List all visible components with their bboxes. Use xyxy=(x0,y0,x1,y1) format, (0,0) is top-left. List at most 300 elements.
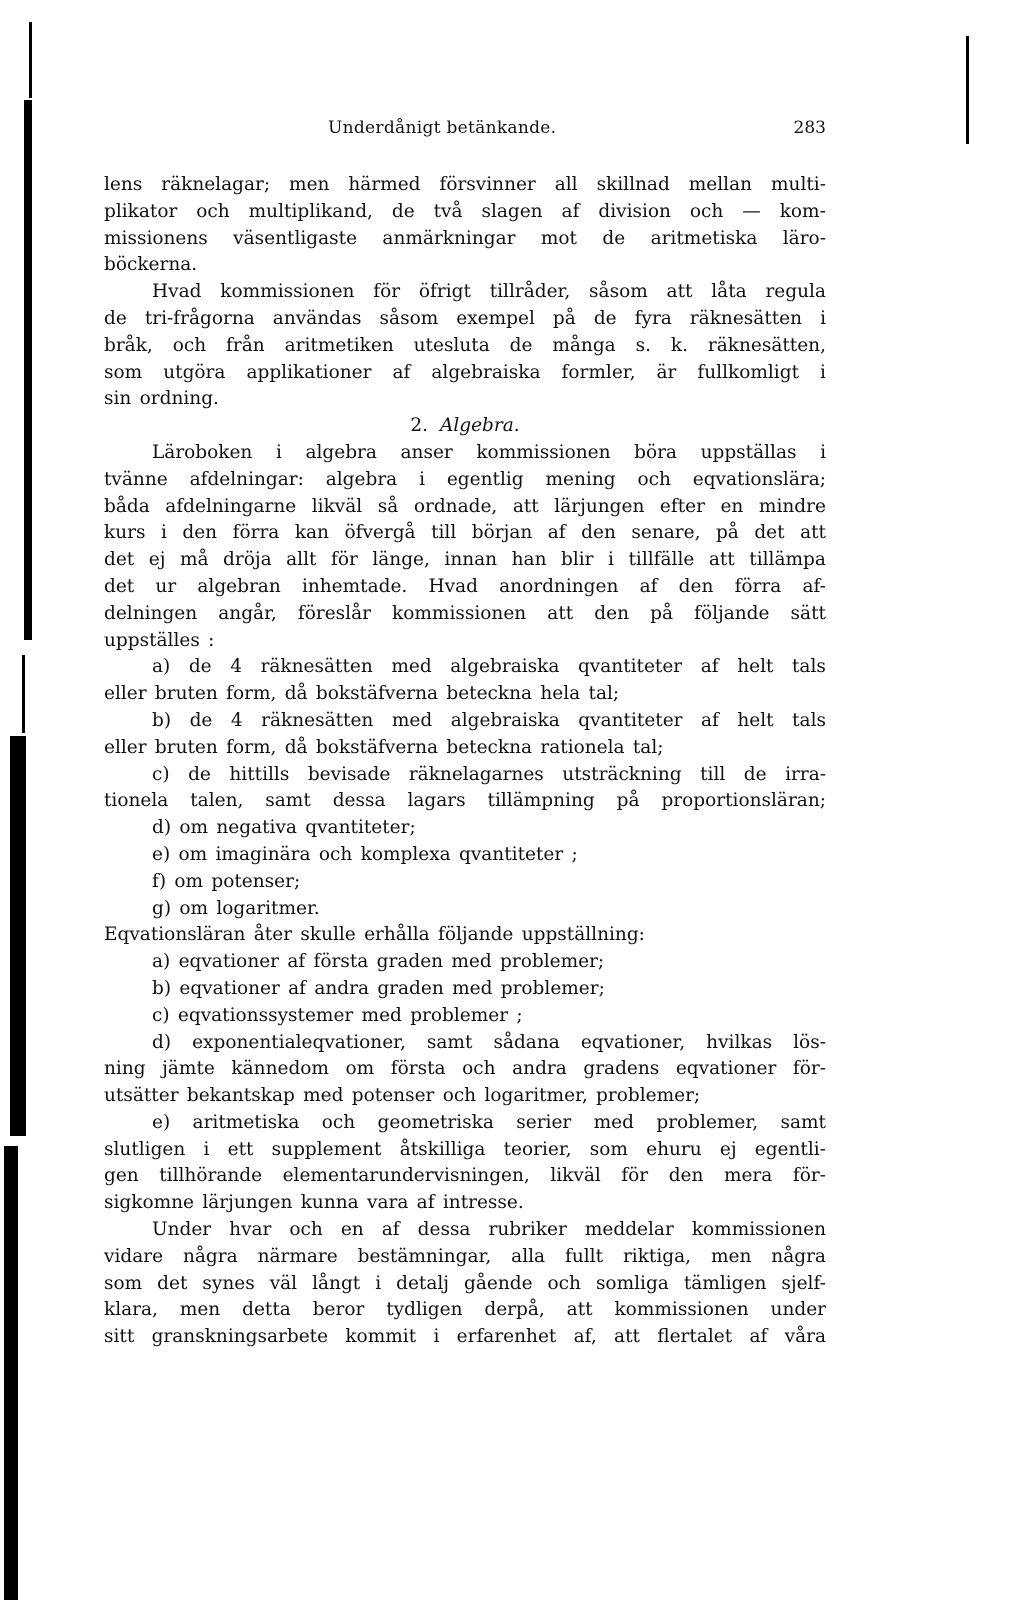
word: kommissionen xyxy=(220,281,355,303)
word: bestämningar, xyxy=(357,1245,492,1267)
left-edge-bar-middle xyxy=(22,655,25,733)
word: andra xyxy=(512,1058,567,1080)
word: talen, xyxy=(190,790,244,812)
word: samt xyxy=(265,790,311,812)
word: af xyxy=(700,656,719,678)
word: tal; xyxy=(588,683,620,705)
word: proportionsläran; xyxy=(661,790,826,812)
word: i xyxy=(433,1326,440,1348)
word: : xyxy=(208,629,215,651)
word: Under xyxy=(152,1219,212,1241)
word: a) xyxy=(152,656,171,678)
text-line xyxy=(104,1056,826,1083)
word: tillhörande xyxy=(159,1165,263,1187)
word: utgöra xyxy=(163,361,226,383)
word: bokstäfverna xyxy=(315,683,439,705)
word: alla xyxy=(511,1245,546,1267)
word: tillråder, xyxy=(489,281,571,303)
text-line xyxy=(104,842,826,869)
word: den xyxy=(581,522,616,544)
word: i xyxy=(203,1138,210,1160)
word: hvar xyxy=(229,1219,272,1241)
section-number: 2. xyxy=(410,415,428,437)
word: den xyxy=(182,522,218,544)
word: i xyxy=(275,441,282,463)
word: så xyxy=(377,495,399,517)
word: den xyxy=(678,575,714,597)
word: inhemtade. xyxy=(301,575,408,597)
word: följande xyxy=(438,924,514,946)
text-line xyxy=(104,762,826,789)
word: af xyxy=(749,1326,768,1348)
word: eqvationssystemer xyxy=(177,1004,354,1026)
left-edge-bar-upper xyxy=(24,100,32,640)
word: af xyxy=(416,1192,435,1214)
text-line xyxy=(104,1324,826,1351)
word: och xyxy=(172,334,207,356)
word: exponentialeqvationer, xyxy=(192,1031,406,1053)
word: under xyxy=(770,1299,826,1321)
word: graden xyxy=(376,951,444,973)
word: med xyxy=(452,977,493,999)
word: d) xyxy=(152,1031,172,1053)
word: multi- xyxy=(771,174,826,195)
word: till xyxy=(431,522,457,544)
word: låta xyxy=(711,281,747,303)
word: och xyxy=(547,1272,581,1294)
word: om xyxy=(345,1058,375,1080)
word: geometriska xyxy=(377,1111,494,1133)
word: qvantiteter xyxy=(458,843,564,865)
word: tvänne xyxy=(104,468,168,490)
word: följande xyxy=(694,602,770,624)
word: för xyxy=(330,549,358,571)
text-line xyxy=(104,1271,826,1298)
word: tri-frågorna xyxy=(144,307,255,329)
word: kom- xyxy=(779,200,826,222)
word: och xyxy=(321,1111,356,1133)
word: en xyxy=(340,1219,364,1241)
word: de xyxy=(104,307,127,329)
word: härmed xyxy=(348,174,421,195)
word: räknesätten xyxy=(689,307,803,329)
word: och xyxy=(318,843,353,865)
word: Hvad xyxy=(152,281,202,303)
word: gående xyxy=(464,1272,533,1294)
word: räknesätten xyxy=(261,709,374,731)
word: samt xyxy=(780,1111,826,1133)
word: regula xyxy=(765,281,826,303)
word: teorier, xyxy=(503,1138,572,1160)
word: applikationer xyxy=(246,361,372,383)
word: kommit xyxy=(345,1326,417,1348)
word: synes xyxy=(202,1272,255,1294)
word: mot xyxy=(540,227,577,249)
word: anordningen xyxy=(499,575,619,597)
text-line xyxy=(104,1297,826,1324)
word: eqvationslära; xyxy=(692,468,826,490)
word: detalj xyxy=(396,1272,450,1294)
word: 4 xyxy=(230,656,242,678)
word: meddelar xyxy=(584,1219,674,1241)
word: problemer, xyxy=(656,1111,759,1133)
word: de xyxy=(189,709,213,731)
word: ordning. xyxy=(139,388,219,410)
word: algebran xyxy=(197,575,281,597)
word: af xyxy=(288,977,307,999)
word: — xyxy=(742,200,761,222)
word: andra xyxy=(314,977,370,999)
word: att xyxy=(614,1326,640,1348)
word: gen xyxy=(104,1165,139,1187)
word: tillämpa xyxy=(749,549,826,571)
word: om xyxy=(178,843,208,865)
word: båda xyxy=(104,495,150,517)
word: e) xyxy=(152,843,171,865)
text-line xyxy=(104,708,826,735)
word: förra xyxy=(232,522,280,544)
word: några xyxy=(182,1245,238,1267)
word: innan xyxy=(444,549,498,571)
word: men xyxy=(179,1299,221,1321)
word: erhålla xyxy=(364,924,430,946)
word: eqvationer xyxy=(675,1058,777,1080)
word: algebraiska xyxy=(450,656,560,678)
word: ej xyxy=(719,1138,737,1160)
page-number: 283 xyxy=(793,118,826,138)
word: bråk, xyxy=(104,334,153,356)
word: eller xyxy=(104,736,147,758)
text-line xyxy=(104,547,826,574)
word: fullt xyxy=(565,1245,604,1267)
word: slutligen xyxy=(104,1138,186,1160)
word: mindre xyxy=(758,495,826,517)
word: irra- xyxy=(785,763,826,785)
word: af- xyxy=(802,575,826,597)
word: graden xyxy=(377,977,444,999)
word: bevisade xyxy=(307,763,391,785)
word: eller xyxy=(104,683,147,705)
word: ; xyxy=(571,843,578,865)
text-line xyxy=(104,735,826,762)
text-line xyxy=(104,440,826,467)
word: lens xyxy=(104,174,143,195)
word: d) xyxy=(152,817,172,839)
word: sätt xyxy=(790,602,826,624)
word: för xyxy=(373,281,401,303)
word: väl xyxy=(269,1272,298,1294)
text-line xyxy=(104,922,826,949)
word: division xyxy=(598,200,671,222)
word: sigkomne xyxy=(104,1192,195,1214)
word: utsätter xyxy=(104,1085,179,1107)
text-line xyxy=(104,628,826,655)
word: skillnad xyxy=(596,174,670,195)
word: våra xyxy=(784,1326,826,1348)
word: granskningsarbete xyxy=(151,1326,329,1348)
text-line xyxy=(104,949,826,976)
word: det xyxy=(754,522,785,544)
word: afdelningar: xyxy=(189,468,304,490)
word: uppställning: xyxy=(521,924,645,946)
word: som xyxy=(104,1272,143,1294)
text-line xyxy=(104,681,826,708)
word: logaritmer. xyxy=(216,897,320,919)
word: kommissionen xyxy=(392,602,527,624)
word: kännedom xyxy=(231,1058,329,1080)
word: algebra xyxy=(305,441,377,463)
word: böckerna. xyxy=(104,254,198,276)
word: ej xyxy=(148,549,166,571)
word: 4 xyxy=(230,709,243,731)
word: elementarundervisningen, xyxy=(282,1165,530,1187)
word: s. xyxy=(635,334,651,356)
section-title: Algebra. xyxy=(439,415,520,437)
word: fyra xyxy=(634,307,672,329)
word: tämligen xyxy=(683,1272,767,1294)
text-line xyxy=(104,226,826,253)
word: mening xyxy=(545,468,616,490)
word: slagen xyxy=(481,200,543,222)
word: kommissionen xyxy=(691,1219,826,1241)
text-line xyxy=(104,520,826,547)
word: med xyxy=(303,1085,344,1107)
word: afdelningarne xyxy=(165,495,297,517)
word: egentlig xyxy=(446,468,524,490)
word: början xyxy=(471,522,533,544)
word: Eqvationsläran xyxy=(104,924,246,946)
word: flertalet xyxy=(657,1326,733,1348)
word: de xyxy=(743,763,767,785)
word: lagars xyxy=(407,790,466,812)
word: somliga xyxy=(595,1272,669,1294)
word: ett xyxy=(227,1138,254,1160)
word: om xyxy=(174,870,204,892)
word: som xyxy=(104,361,143,383)
text-line xyxy=(104,1190,826,1217)
word: angår, xyxy=(218,602,277,624)
word: problemer; xyxy=(500,977,605,999)
word: bokstäfverna xyxy=(315,736,439,758)
word: till xyxy=(700,763,726,785)
word: som xyxy=(589,1138,628,1160)
word: likväl xyxy=(311,495,363,517)
word: missionens xyxy=(104,227,208,249)
word: det xyxy=(104,575,135,597)
text-line xyxy=(104,1137,826,1164)
word: komplexa xyxy=(360,843,451,865)
word: egentli- xyxy=(754,1138,826,1160)
word: c) xyxy=(152,763,170,785)
text-line xyxy=(104,386,826,413)
word: aritmetiken xyxy=(284,334,394,356)
word: en xyxy=(720,495,744,517)
text-line xyxy=(104,1244,826,1271)
word: föreslår xyxy=(297,602,371,624)
body-text xyxy=(104,172,826,1351)
word: ; xyxy=(516,1004,523,1026)
word: af xyxy=(547,522,566,544)
word: sitt xyxy=(104,1326,135,1348)
word: lös- xyxy=(793,1031,826,1053)
word: aritmetiska xyxy=(650,227,758,249)
word: tillfälle xyxy=(628,549,695,571)
word: på xyxy=(715,522,739,544)
word: länge, xyxy=(372,549,430,571)
word: plikator xyxy=(104,200,178,222)
word: Läroboken xyxy=(152,441,253,463)
word: tal; xyxy=(632,736,664,758)
word: tionela xyxy=(104,790,169,812)
word: qvantiteter xyxy=(577,656,683,678)
word: såsom xyxy=(589,281,648,303)
word: logaritmer, xyxy=(484,1085,588,1107)
word: senare, xyxy=(631,522,701,544)
word: eqvationer xyxy=(179,977,280,999)
text-line xyxy=(104,1030,826,1057)
word: att xyxy=(547,602,574,624)
word: helt xyxy=(737,709,774,731)
word: från xyxy=(226,334,265,356)
word: dessa xyxy=(417,1219,471,1241)
word: det xyxy=(104,549,135,571)
word: algebra xyxy=(325,468,398,490)
word: läro- xyxy=(782,227,826,249)
text-line xyxy=(104,601,826,628)
word: mera xyxy=(723,1165,773,1187)
word: att xyxy=(666,281,693,303)
word: för xyxy=(621,1165,649,1187)
word: multiplikand, xyxy=(248,200,373,222)
word: i xyxy=(608,549,614,571)
word: försvinner xyxy=(439,174,536,195)
word: han xyxy=(511,549,547,571)
text-line xyxy=(104,252,826,279)
word: skulle xyxy=(300,924,356,946)
word: första xyxy=(313,951,369,973)
word: i xyxy=(820,307,826,329)
word: lärjungen xyxy=(202,1192,293,1214)
word: på xyxy=(616,790,640,812)
text-line xyxy=(104,896,826,923)
word: med xyxy=(593,1111,634,1133)
word: att xyxy=(566,1299,593,1321)
word: räknesätten, xyxy=(707,334,826,356)
word: kan xyxy=(294,522,329,544)
word: räknelagar; xyxy=(161,174,271,195)
text-line xyxy=(104,360,826,387)
word: tillämpning xyxy=(487,790,595,812)
word: hela xyxy=(540,683,581,705)
text-line xyxy=(104,1003,826,1030)
word: och xyxy=(289,1219,323,1241)
text-line xyxy=(104,333,826,360)
word: lärjungen xyxy=(554,495,645,517)
word: första xyxy=(390,1058,446,1080)
word: kunna xyxy=(300,1192,359,1214)
word: jämte xyxy=(162,1058,215,1080)
word: dröja xyxy=(223,549,272,571)
word: sjelf- xyxy=(781,1272,826,1294)
word: sådana xyxy=(493,1031,560,1053)
word: ehuru xyxy=(646,1138,702,1160)
word: i xyxy=(375,1272,382,1294)
word: anmärkningar xyxy=(382,227,516,249)
word: beteckna xyxy=(446,683,533,705)
text-line xyxy=(104,279,826,306)
word: och xyxy=(196,200,230,222)
word: några xyxy=(771,1245,826,1267)
word: af xyxy=(701,709,719,731)
word: likväl xyxy=(550,1165,601,1187)
word: imaginära xyxy=(215,843,311,865)
word: negativa xyxy=(216,817,297,839)
word: af xyxy=(381,1219,400,1241)
word: g) xyxy=(152,897,172,919)
word: att xyxy=(512,495,539,517)
word: att xyxy=(800,522,826,544)
word: må xyxy=(179,549,209,571)
word: qvantiteter; xyxy=(305,817,416,839)
word: rationela xyxy=(540,736,625,758)
word: detta xyxy=(242,1299,291,1321)
word: af, xyxy=(573,1326,597,1348)
word: på xyxy=(552,307,576,329)
running-head xyxy=(104,118,826,142)
word: bruten xyxy=(154,683,218,705)
word: c) xyxy=(152,1004,170,1026)
word: med xyxy=(391,709,433,731)
text-line xyxy=(104,172,826,199)
word: exempel xyxy=(456,307,535,329)
word: böra xyxy=(634,441,677,463)
word: supplement xyxy=(271,1138,382,1160)
word: på xyxy=(650,602,673,624)
word: räknesätten xyxy=(260,656,373,678)
word: långt xyxy=(312,1272,361,1294)
word: af xyxy=(392,361,411,383)
word: eqvationer, xyxy=(580,1031,686,1053)
word: fullkomligt xyxy=(697,361,800,383)
word: med xyxy=(391,656,432,678)
word: de xyxy=(188,656,212,678)
word: mellan xyxy=(688,174,753,195)
word: såsom xyxy=(379,307,439,329)
word: gradens xyxy=(583,1058,660,1080)
word: utesluta xyxy=(413,334,490,356)
word: Hvad xyxy=(428,575,478,597)
word: derpå, xyxy=(484,1299,545,1321)
word: dessa xyxy=(332,790,386,812)
text-line xyxy=(104,654,826,681)
word: åter xyxy=(253,924,293,946)
left-edge-bar-top xyxy=(29,22,32,98)
text-line xyxy=(104,199,826,226)
word: öfvergå xyxy=(344,522,416,544)
word: i xyxy=(820,361,826,383)
word: af xyxy=(287,951,306,973)
word: två xyxy=(433,200,463,222)
word: tydligen xyxy=(386,1299,463,1321)
word: erfarenhet xyxy=(456,1326,557,1348)
word: potenser xyxy=(351,1085,435,1107)
word: den xyxy=(668,1165,704,1187)
word: de xyxy=(188,763,211,785)
word: sin xyxy=(104,388,132,410)
running-title: Underdånigt betänkande. xyxy=(328,118,557,138)
book-page xyxy=(104,118,826,1351)
left-edge-bar-bottom xyxy=(4,1146,18,1600)
